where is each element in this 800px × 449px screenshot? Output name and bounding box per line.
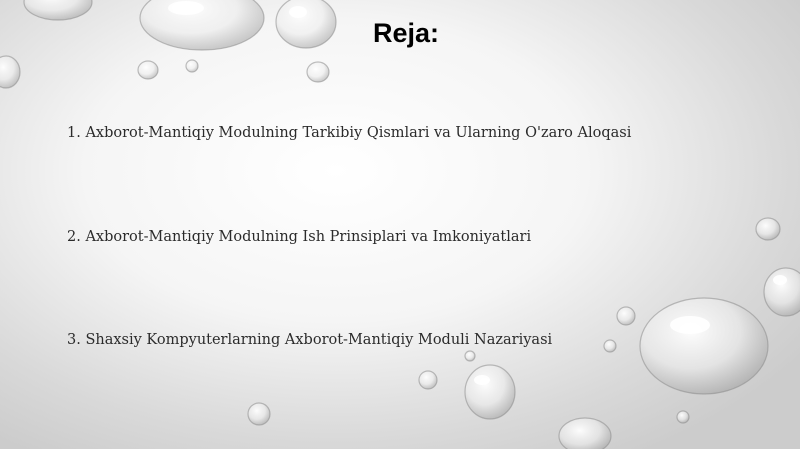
water-drop <box>0 56 20 88</box>
water-drop <box>419 371 437 389</box>
water-drop <box>764 268 800 316</box>
agenda-item: 1. Axborot-Mantiqiy Modulning Tarkibiy Qismlari va Ularning O'zaro Aloqasi <box>67 125 632 141</box>
water-drop <box>617 307 635 325</box>
water-drop <box>677 411 689 423</box>
water-drop <box>307 62 329 82</box>
water-drop <box>138 61 158 79</box>
water-drop <box>186 60 198 72</box>
water-drop <box>756 218 780 240</box>
water-drop <box>604 340 616 352</box>
water-drop <box>465 351 475 361</box>
water-drop <box>559 418 611 449</box>
water-drop <box>24 0 92 20</box>
water-drop <box>465 365 515 419</box>
agenda-item: 3. Shaxsiy Kompyuterlarning Axborot-Mantiqiy Moduli Nazariyasi <box>67 332 553 348</box>
agenda-item: 2. Axborot-Mantiqiy Modulning Ish Prinsiplari va Imkoniyatlari <box>67 229 532 245</box>
slide-title: Reja: <box>372 18 440 48</box>
water-drop <box>248 403 270 425</box>
water-drop <box>640 298 768 394</box>
